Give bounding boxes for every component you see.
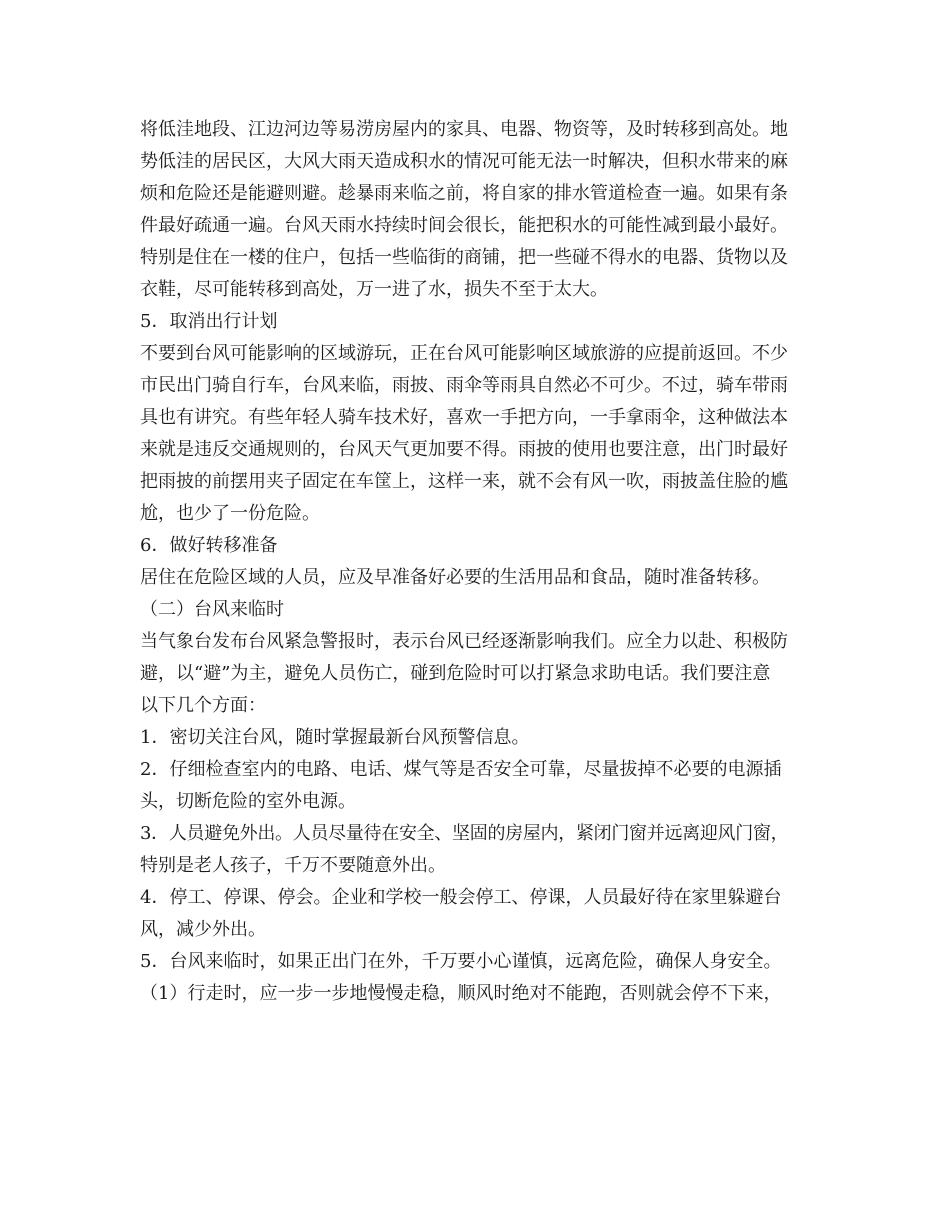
text-line: 特别是住在一楼的住户，包括一些临街的商铺，把一些碰不得水的电器、货物以及: [140, 247, 788, 268]
text-line: 不要到台风可能影响的区域游玩，正在台风可能影响区域旅游的应提前返回。不少: [140, 343, 788, 364]
text-line: 衣鞋，尽可能转移到高处，万一进了水，损失不至于太大。: [140, 279, 608, 300]
list-item: 4．停工、停课、停会。企业和学校一般会停工、停课，人员最好待在家里躲避台: [140, 887, 782, 908]
document-body: [140, 114, 840, 1010]
text-line: 尬，也少了一份危险。: [140, 503, 320, 524]
text-line: 特别是老人孩子，千万不要随意外出。: [140, 855, 446, 876]
text-line: 势低洼的居民区，大风大雨天造成积水的情况可能无法一时解决，但积水带来的麻: [140, 151, 788, 172]
text-line: 避，以“避”为主，避免人员伤亡，碰到危险时可以打紧急求助电话。我们要注意: [140, 663, 771, 684]
text-line: 头，切断危险的室外电源。: [140, 791, 356, 812]
text-line: 市民出门骑自行车，台风来临，雨披、雨伞等雨具自然必不可少。不过，骑车带雨: [140, 375, 788, 396]
list-item: （1）行走时，应一步一步地慢慢走稳，顺风时绝对不能跑，否则就会停不下来，: [140, 983, 782, 1004]
list-item: 1．密切关注台风，随时掌握最新台风预警信息。: [140, 727, 530, 748]
section-heading: 5．取消出行计划: [140, 311, 278, 332]
list-item: 3．人员避免外出。人员尽量待在安全、坚固的房屋内，紧闭门窗并远离迎风门窗，: [140, 823, 789, 844]
text-line: 风，减少外出。: [140, 919, 266, 940]
text-line: 来就是违反交通规则的，台风天气更加要不得。雨披的使用也要注意，出门时最好: [140, 439, 788, 460]
text-line: 具也有讲究。有些年轻人骑车技术好，喜欢一手把方向，一手拿雨伞，这种做法本: [140, 407, 788, 428]
text-line: 以下几个方面：: [140, 695, 266, 716]
section-heading: 6．做好转移准备: [140, 535, 278, 556]
text-line: 把雨披的前摆用夹子固定在车筐上，这样一来，就不会有风一吹，雨披盖住脸的尴: [140, 471, 788, 492]
section-heading: （二）台风来临时: [140, 599, 284, 620]
list-item: 5．台风来临时，如果正出门在外，千万要小心谨慎，远离危险，确保人身安全。: [140, 951, 782, 972]
text-line: 居住在危险区域的人员，应及早准备好必要的生活用品和食品，随时准备转移。: [140, 567, 770, 588]
text-line: 烦和危险还是能避则避。趁暴雨来临之前，将自家的排水管道检查一遍。如果有条: [140, 183, 788, 204]
text-line: 将低洼地段、江边河边等易涝房屋内的家具、电器、物资等，及时转移到高处。地: [140, 119, 788, 140]
text-line: 当气象台发布台风紧急警报时，表示台风已经逐渐影响我们。应全力以赴、积极防: [140, 631, 788, 652]
list-item: 2．仔细检查室内的电路、电话、煤气等是否安全可靠，尽量拔掉不必要的电源插: [140, 759, 782, 780]
text-line: 件最好疏通一遍。台风天雨水持续时间会很长，能把积水的可能性减到最小最好。: [140, 215, 788, 236]
